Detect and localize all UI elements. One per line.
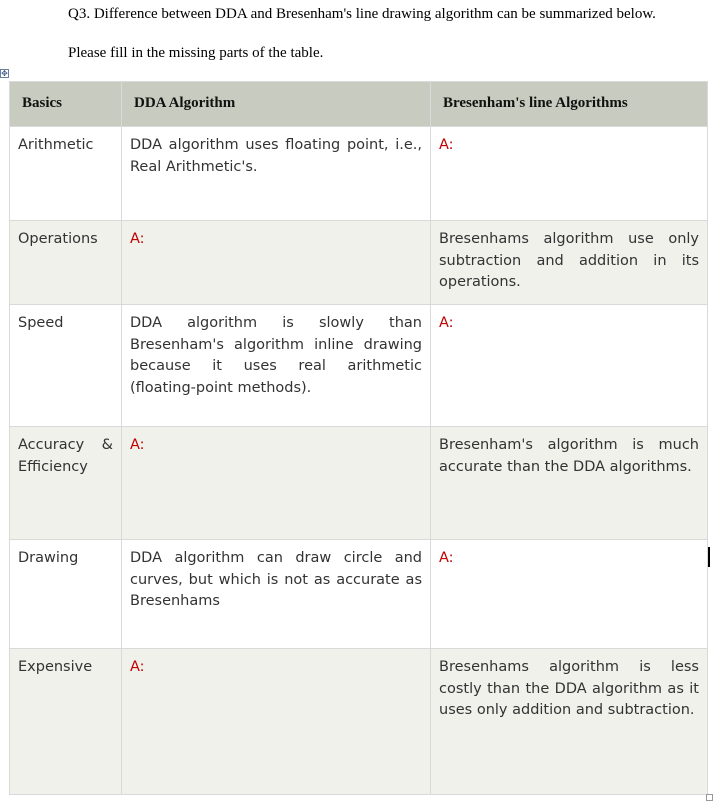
- cell-bresenham[interactable]: Bresenhams algorithm is less costly than the DDA algorithm as it uses only addition and subtraction.: [431, 649, 708, 795]
- table-resize-handle[interactable]: [706, 794, 713, 801]
- table-row-accuracy: [10, 427, 708, 540]
- table-row-operations: [10, 221, 708, 305]
- header-dda: DDA Algorithm: [122, 82, 431, 127]
- cell-basics[interactable]: Accuracy & Efficiency: [10, 427, 122, 540]
- table-header-row: [10, 82, 708, 127]
- text-cursor: [708, 547, 710, 567]
- comparison-table: [9, 81, 708, 795]
- table-row-speed: [10, 305, 708, 427]
- cell-bresenham[interactable]: Bresenhams algorithm use only subtraction and addition in its operations.: [431, 221, 708, 305]
- cell-basics[interactable]: Operations: [10, 221, 122, 305]
- cell-basics[interactable]: Drawing: [10, 540, 122, 649]
- table-move-handle-icon[interactable]: ✥: [1, 69, 8, 78]
- table-row-drawing: [10, 540, 708, 649]
- header-basics: Basics: [10, 82, 122, 127]
- cell-bresenham-answer[interactable]: A:: [431, 540, 708, 649]
- cell-dda[interactable]: DDA algorithm can draw circle and curves, but which is not as accurate as Bresenhams: [122, 540, 431, 649]
- cell-dda[interactable]: DDA algorithm uses floating point, i.e., Real Arithmetic's.: [122, 127, 431, 221]
- cell-basics[interactable]: Expensive: [10, 649, 122, 795]
- cell-bresenham-answer[interactable]: A:: [431, 127, 708, 221]
- cell-basics[interactable]: Speed: [10, 305, 122, 427]
- table-row-arithmetic: [10, 127, 708, 221]
- question-text: Q3. Difference between DDA and Bresenham's line drawing algorithm can be summarized below.: [68, 6, 656, 22]
- cell-basics[interactable]: Arithmetic: [10, 127, 122, 221]
- cell-dda[interactable]: DDA algorithm is slowly than Bresenham's algorithm inline drawing because it uses real arithmetic (floating-point methods).: [122, 305, 431, 427]
- cell-dda-answer[interactable]: A:: [122, 649, 431, 795]
- table-row-expensive: [10, 649, 708, 795]
- cell-bresenham-answer[interactable]: A:: [431, 305, 708, 427]
- cell-dda-answer[interactable]: A:: [122, 221, 431, 305]
- header-bresenham: Bresenham's line Algorithms: [431, 82, 708, 127]
- cell-bresenham[interactable]: Bresenham's algorithm is much accurate than the DDA algorithms.: [431, 427, 708, 540]
- instruction-text: Please fill in the missing parts of the table.: [68, 45, 324, 61]
- cell-dda-answer[interactable]: A:: [122, 427, 431, 540]
